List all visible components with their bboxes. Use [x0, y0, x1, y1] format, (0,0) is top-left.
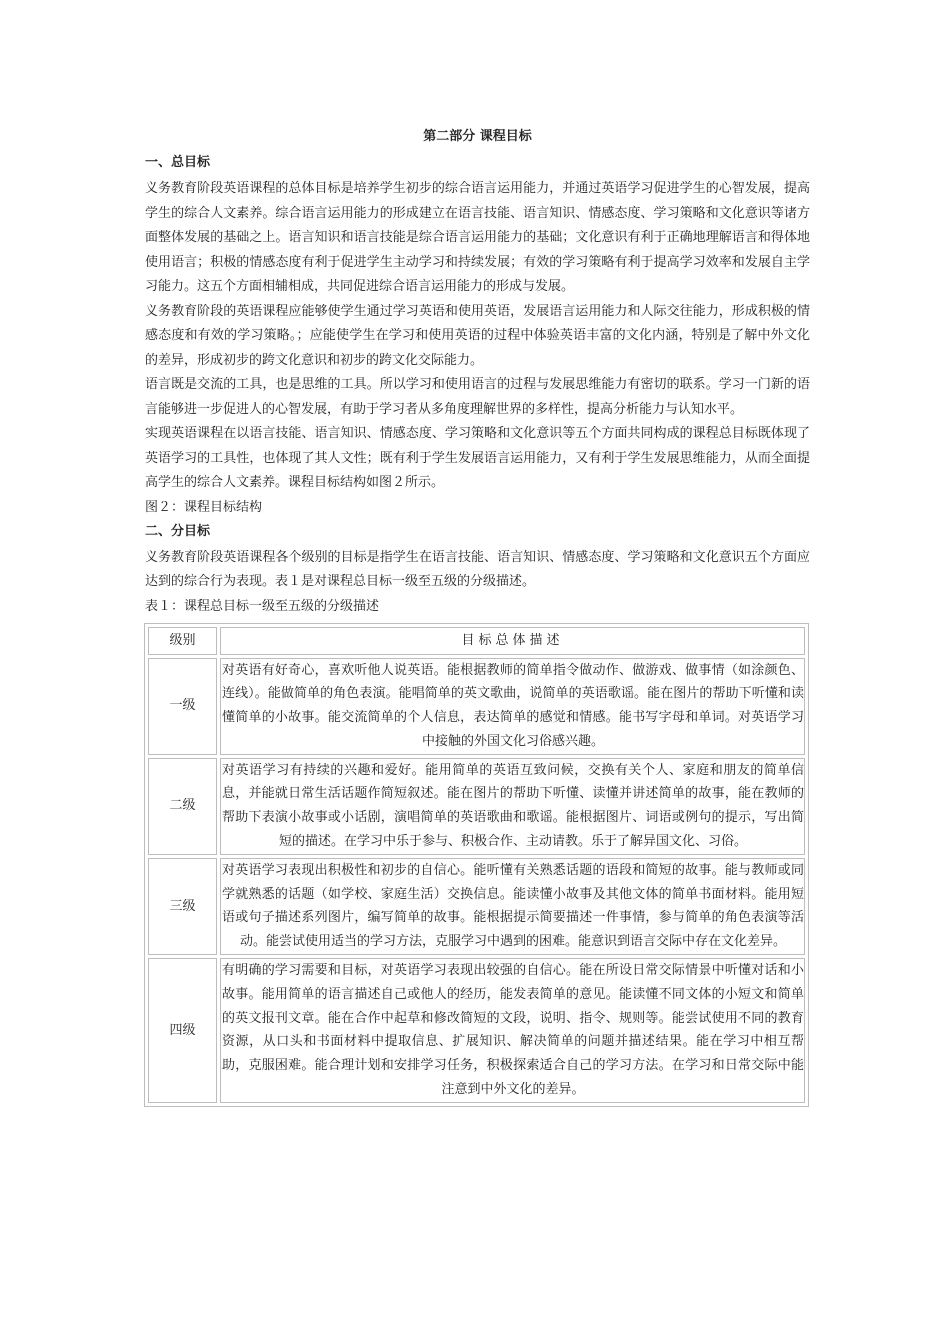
row-description: 对英语有好奇心，喜欢听他人说英语。能根据教师的简单指令做动作、做游戏、做事情（如涂颜色、连线）。能做简单的角色表演。能唱简单的英文歌曲，说简单的英语歌谣。能在图片的帮助下听懂和读懂简单的小故事。能交流简单的个人信息，表达简单的感觉和情感。能书写字母和单词。对英语学习中接触的外国文化习俗感兴趣。 — [220, 658, 805, 755]
document-page — [145, 127, 810, 1107]
row-level: 二级 — [148, 758, 217, 855]
table-header-row — [148, 627, 805, 655]
table-row — [148, 858, 805, 955]
table-row — [148, 658, 805, 755]
section-heading-sub-goals: 二、分目标 — [145, 523, 211, 539]
figure-caption: 图２：课程目标结构 — [145, 499, 263, 515]
paragraph: 实现英语课程在以语言技能、语言知识、情感态度、学习策略和文化意识等五个方面共同构成的课程总目标既体现了英语学习的工具性，也体现了其人文性；既有利于学生发展语言运用能力，又有利于学生发展思维能力，从而全面提高学生的综合人文素养。课程目标结构如图２所示。 — [145, 426, 810, 490]
table-row — [148, 758, 805, 855]
row-description: 对英语学习表现出积极性和初步的自信心。能听懂有关熟悉话题的语段和简短的故事。能与教师或同学就熟悉的话题（如学校、家庭生活）交换信息。能读懂小故事及其他文体的简单书面材料。能用短语或句子描述系列图片，编写简单的故事。能根据提示简要描述一件事情，参与简单的角色表演等活动。能尝试使用适当的学习方法，克服学习中遇到的困难。能意识到语言交际中存在文化差异。 — [220, 858, 805, 955]
section-heading-overall-goals: 一、总目标 — [145, 155, 211, 170]
row-description: 对英语学习有持续的兴趣和爱好。能用简单的英语互致问候，交换有关个人、家庭和朋友的简单信息，并能就日常生活话题作简短叙述。能在图片的帮助下听懂、读懂并讲述简单的故事，能在教师的帮助下表演小故事或小话剧，演唱简单的英语歌曲和歌谣。能根据图片、词语或例句的提示，写出简短的描述。在学习中乐于参与、积极合作、主动请教。乐于了解异国文化、习俗。 — [220, 758, 805, 855]
document-title: 第二部分 课程目标 — [423, 129, 532, 144]
header-level: 级别 — [148, 627, 217, 655]
table-row — [148, 958, 805, 1103]
row-level: 三级 — [148, 858, 217, 955]
paragraph: 语言既是交流的工具，也是思维的工具。所以学习和使用语言的过程与发展思维能力有密切的联系。学习一门新的语言能够进一步促进人的心智发展，有助于学习者从多角度理解世界的多样性，提高分析能力与认知水平。 — [145, 377, 810, 417]
paragraph: 义务教育阶段的英语课程应能够使学生通过学习英语和使用英语，发展语言运用能力和人际交往能力，形成积极的情感态度和有效的学习策略。；应能使学生在学习和使用英语的过程中体验英语丰富的文化内涵，特别是了解中外文化的差异，形成初步的跨文化意识和初步的跨文化交际能力。 — [145, 303, 810, 368]
row-level: 一级 — [148, 658, 217, 755]
table-caption: 表１：课程总目标一级至五级的分级描述 — [145, 598, 380, 614]
paragraph: 义务教育阶段英语课程的总体目标是培养学生初步的综合语言运用能力，并通过英语学习促进学生的心智发展，提高学生的综合人文素养。综合语言运用能力的形成建立在语言技能、语言知识、情感态度、学习策略和文化意识等诸方面整体发展的基础之上。语言知识和语言技能是综合语言运用能力的基础；文化意识有利于正确地理解语言和得体地使用语言；积极的情感态度有利于促进学生主动学习和持续发展；有效的学习策略有利于提高学习效率和发展自主学习能力。这五个方面相辅相成，共同促进综合语言运用能力的形成与发展。 — [145, 181, 810, 294]
row-description: 有明确的学习需要和目标，对英语学习表现出较强的自信心。能在所设日常交际情景中听懂对话和小故事。能用简单的语言描述自己或他人的经历，能发表简单的意见。能读懂不同文体的小短文和简单的英文报刊文章。能在合作中起草和修改简短的文段，说明、指令、规则等。能尝试使用不同的教育资源，从口头和书面材料中提取信息、扩展知识、解决简单的问题并描述结果。能在学习中相互帮助，克服困难。能合理计划和安排学习任务，积极探索适合自己的学习方法。在学习和日常交际中能注意到中外文化的差异。 — [220, 958, 805, 1103]
row-level: 四级 — [148, 958, 217, 1103]
goals-table — [144, 623, 809, 1107]
paragraph: 义务教育阶段英语课程各个级别的目标是指学生在语言技能、语言知识、情感态度、学习策略和文化意识五个方面应达到的综合行为表现。表１是对课程总目标一级至五级的分级描述。 — [145, 549, 810, 589]
header-description: 目标总体描述 — [220, 627, 805, 655]
